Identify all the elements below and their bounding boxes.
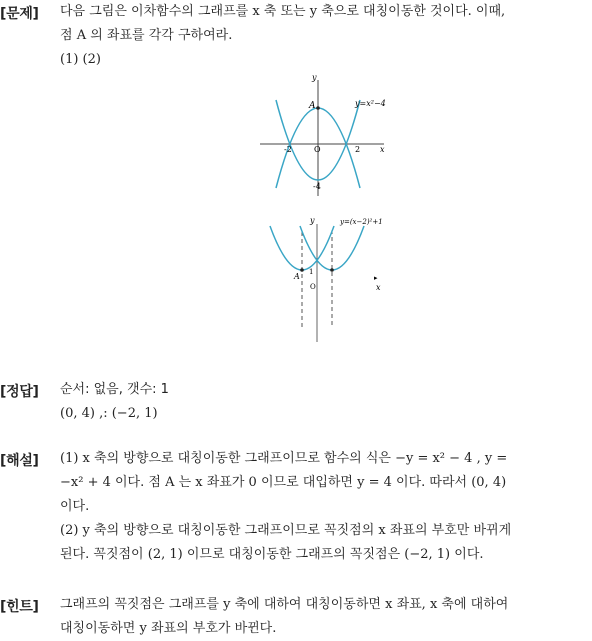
answer-line-2: (0, 4) ,: (−2, 1) <box>60 406 158 421</box>
figure-1-graph <box>252 70 402 200</box>
answer-body <box>60 378 588 426</box>
fig2-x-arrow: ▸ <box>374 274 378 282</box>
explanation-tag: [해설] <box>0 453 39 469</box>
fig1-pos2-label: 2 <box>355 145 361 154</box>
hint-line-1: 그래프의 꼭짓점은 그래프를 y 축에 대하여 대칭이동하면 x 좌표, x 축에 대하여 <box>60 597 509 612</box>
problem-tag: [문제] <box>0 6 39 22</box>
problem-body <box>60 0 588 72</box>
problem-line-2: 점 A 의 좌표를 각각 구하여라. <box>60 28 233 43</box>
problem-line-1: 다음 그림은 이차함수의 그래프를 x 축 또는 y 축으로 대칭이동한 것이다. 이때, <box>60 4 506 19</box>
hint-tag: [힌트] <box>0 599 39 615</box>
explanation-line-2: −x² + 4 이다. 점 A 는 x 좌표가 0 이므로 대입하면 y = 4 이다. 따라서 (0, 4) <box>60 475 507 490</box>
answer-tag: [정답] <box>0 384 39 400</box>
fig1-y-label: y <box>312 73 317 82</box>
fig1-point-a-label: A <box>309 101 316 111</box>
fig2-vertex <box>330 268 334 272</box>
explanation-line-4: (2) y 축의 방향으로 대칭이동한 그래프이므로 꼭짓점의 x 좌표의 부호만 바뀌게 <box>60 523 512 538</box>
fig2-origin-label: O <box>310 283 316 291</box>
hint-line-2: 대칭이동하면 y 좌표의 부호가 바뀐다. <box>60 621 277 636</box>
fig1-neg2-label: -2 <box>284 145 292 154</box>
fig2-point-a <box>300 268 304 272</box>
problem-line-3: (1) (2) <box>60 52 101 67</box>
fig2-x-label: x <box>376 283 381 292</box>
figure-2-graph <box>252 210 402 350</box>
explanation-body <box>60 447 588 567</box>
fig2-y-label: y <box>310 216 315 225</box>
fig1-x-label: x <box>380 145 385 154</box>
fig1-point-a <box>316 106 320 110</box>
fig1-curve-label: y=x²−4 <box>355 99 386 108</box>
fig1-origin-label: O <box>314 145 321 154</box>
explanation-line-3: 이다. <box>60 499 90 514</box>
explanation-line-5: 된다. 꼭짓점이 (2, 1) 이므로 대칭이동한 그래프의 꼭짓점은 (−2, 1) 이다. <box>60 547 484 562</box>
fig2-curve-label: y=(x−2)²+1 <box>340 218 383 226</box>
explanation-line-1: (1) x 축의 방향으로 대칭이동한 그래프이므로 함수의 식은 −y = x² − 4 , y = <box>60 451 508 466</box>
answer-line-1: 순서: 없음, 갯수: 1 <box>60 382 169 397</box>
fig1-neg4-label: -4 <box>313 182 321 191</box>
fig2-one-label: 1 <box>309 268 314 276</box>
fig2-point-a-label: A <box>294 272 300 281</box>
hint-body <box>60 593 588 641</box>
